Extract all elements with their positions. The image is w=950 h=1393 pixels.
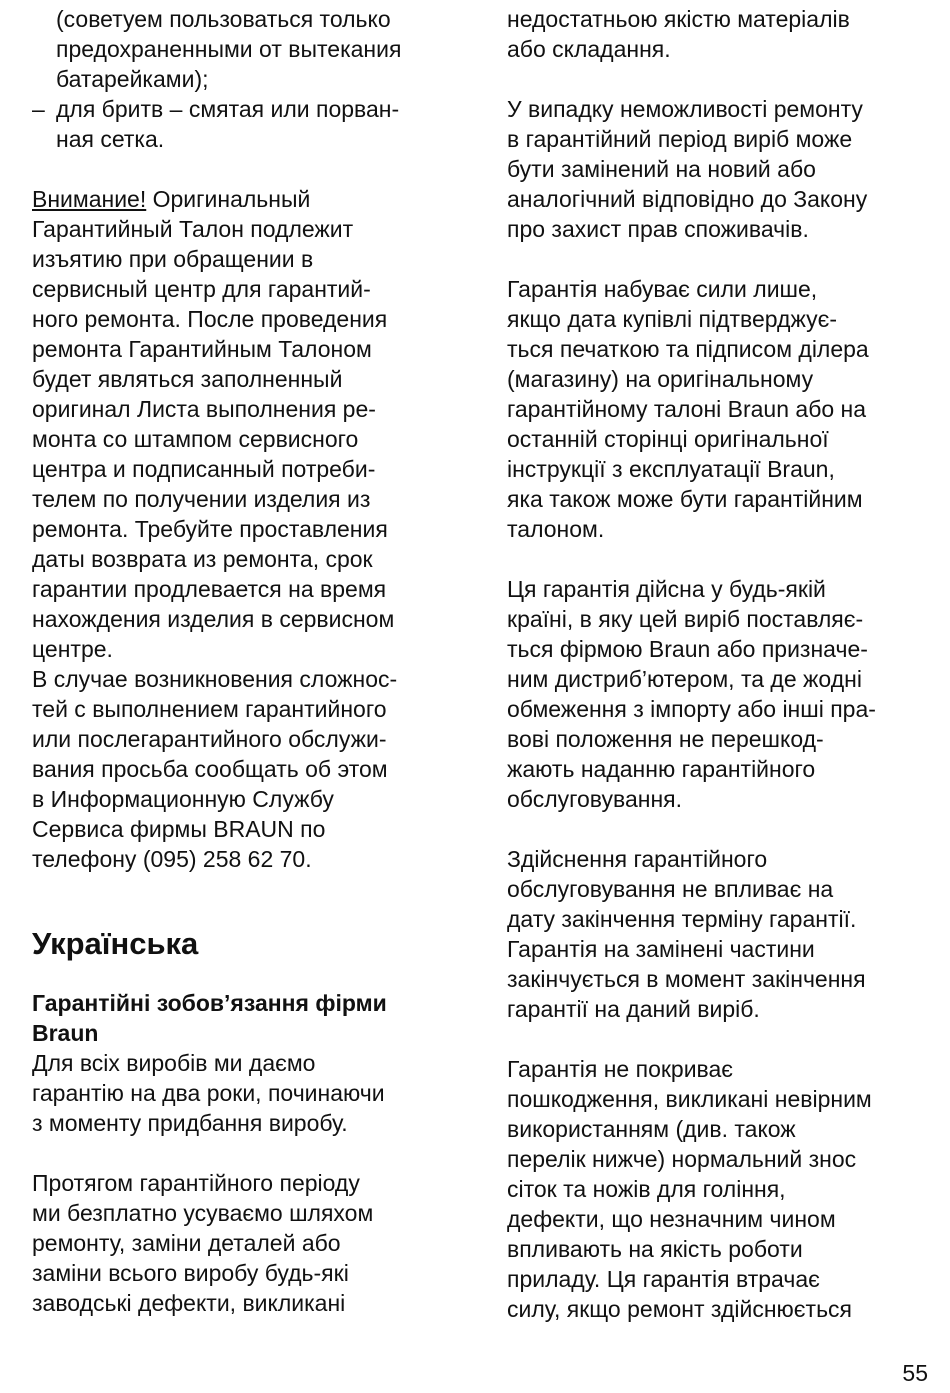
paragraph [507, 1054, 937, 1324]
text-line: обслуговування не впливає на [507, 876, 834, 902]
text-line: пошкодження, викликані невірним [507, 1086, 872, 1112]
warning-label: Внимание! [32, 186, 147, 212]
text-span: Оригинальный [146, 186, 311, 212]
paragraph [507, 844, 937, 1024]
text-line: для бритв – смятая или порван- [56, 96, 400, 122]
text-line: ремонту, заміни деталей або [32, 1230, 341, 1256]
text-line: заводські дефекти, викликані [32, 1290, 346, 1316]
text-line: про захист прав споживачів. [507, 216, 809, 242]
text-line: телефону (095) 258 62 70. [32, 846, 312, 872]
text-line: Гарантія набуває сили лише, [507, 276, 818, 302]
text-line: центра и подписанный потреби- [32, 456, 376, 482]
text-line: сіток та ножів для гоління, [507, 1176, 786, 1202]
text-line: телем по получении изделия из [32, 486, 371, 512]
text-line: перелік нижче) нормальний знос [507, 1146, 857, 1172]
text-line: будет являться заполненный [32, 366, 343, 392]
text-line: изъятию при обращении в [32, 246, 314, 272]
page-number: 55 [902, 1360, 928, 1386]
text-line: закінчується в момент закінчення [507, 966, 866, 992]
text-line: батарейками); [56, 66, 209, 92]
text-line: ться фірмою Braun або призначе- [507, 636, 868, 662]
text-line: жають наданню гарантійного [507, 756, 816, 782]
text-line: У випадку неможливості ремонту [507, 96, 863, 122]
text-line: яка також може бути гарантійним [507, 486, 863, 512]
text-line: бути замінений на новий або [507, 156, 816, 182]
text-line: Для всіх виробів ми даємо [32, 1050, 316, 1076]
text-line: ться печаткою та підписом ділера [507, 336, 869, 362]
text-line: аналогічний відповідно до Закону [507, 186, 868, 212]
text-line: або складання. [507, 36, 671, 62]
text-line: якщо дата купівлі підтверджує- [507, 306, 838, 332]
text-line: Гарантія не покриває [507, 1056, 734, 1082]
text-line: впливають на якість роботи [507, 1236, 803, 1262]
paragraph [507, 4, 937, 64]
text-line: ним дистриб’ютером, та де жодні [507, 666, 862, 692]
section-title: Українська [32, 926, 199, 961]
text-line: силу, якщо ремонт здійснюється [507, 1296, 852, 1322]
text-line: використанням (див. також [507, 1116, 796, 1142]
text-line: Ця гарантія дійсна у будь-якій [507, 576, 826, 602]
paragraph [507, 574, 937, 814]
text-line: Сервиса фирмы BRAUN по [32, 816, 326, 842]
text-line: Гарантія на замінені частини [507, 936, 815, 962]
right-column [507, 4, 937, 1324]
text-line: гарантії на даний виріб. [507, 996, 760, 1022]
text-line: гарантійному талоні Braun або на [507, 396, 867, 422]
text-line: ного ремонта. После проведения [32, 306, 388, 332]
text-line: Протягом гарантійного періоду [32, 1170, 360, 1196]
text-line: вові положення не перешкод- [507, 726, 824, 752]
text-line: гарантію на два роки, починаючи [32, 1080, 385, 1106]
dash-list-item [32, 94, 472, 154]
paragraph [32, 1048, 472, 1138]
text-line: країні, в яку цей виріб поставляє- [507, 606, 864, 632]
subsection-title-line: Braun [32, 1020, 99, 1046]
text-line: оригинал Листа выполнения ре- [32, 396, 376, 422]
paragraph [507, 94, 937, 244]
text-line: ная сетка. [56, 126, 165, 152]
text-line: обмеження з імпорту або інші пра- [507, 696, 876, 722]
text-line: сервисный центр для гарантий- [32, 276, 371, 302]
text-line: (магазину) на оригінальному [507, 366, 814, 392]
text-line: ремонта Гарантийным Талоном [32, 336, 372, 362]
text-line: дату закінчення терміну гарантії. [507, 906, 857, 932]
text-line: приладу. Ця гарантія втрачає [507, 1266, 820, 1292]
text-line: талоном. [507, 516, 605, 542]
subsection-title-line: Гарантійні зобов’язання фірми [32, 990, 387, 1016]
text-line: обслуговування. [507, 786, 683, 812]
list-continuation [32, 4, 472, 94]
text-line: предохраненными от вытекания [56, 36, 402, 62]
text-line: ремонта. Требуйте проставления [32, 516, 388, 542]
text-line: дефекти, що незначним чином [507, 1206, 836, 1232]
paragraph [507, 274, 937, 544]
text-line: вания просьба сообщать об этом [32, 756, 388, 782]
left-column [32, 4, 472, 1318]
paragraph [32, 1168, 472, 1318]
subsection-title [32, 988, 472, 1048]
text-line: (советуем пользоваться только [56, 6, 391, 32]
text-line: в Информационную Службу [32, 786, 334, 812]
text-line: в гарантійний період виріб може [507, 126, 853, 152]
text-line: заміни всього виробу будь-які [32, 1260, 349, 1286]
text-line: останній сторінці оригінальної [507, 426, 829, 452]
text-line: нахождения изделия в сервисном [32, 606, 395, 632]
text-line: монта со штампом сервисного [32, 426, 359, 452]
text-line: центре. [32, 636, 113, 662]
text-line: з моменту придбання виробу. [32, 1110, 348, 1136]
text-line: тей с выполнением гарантийного [32, 696, 387, 722]
text-line: или послегарантийного обслужи- [32, 726, 387, 752]
warning-paragraph [32, 184, 472, 874]
text-line: гарантии продлевается на время [32, 576, 387, 602]
text-line: Гарантийный Талон подлежит [32, 216, 354, 242]
text-line: інструкції з експлуатації Braun, [507, 456, 835, 482]
text-line: ми безплатно усуваємо шляхом [32, 1200, 374, 1226]
text-line: недостатньою якістю матеріалів [507, 6, 850, 32]
text-line: В случае возникновения сложнос- [32, 666, 398, 692]
text-line: Здійснення гарантійного [507, 846, 768, 872]
text-line: даты возврата из ремонта, срок [32, 546, 373, 572]
dash-bullet: – [32, 96, 45, 122]
